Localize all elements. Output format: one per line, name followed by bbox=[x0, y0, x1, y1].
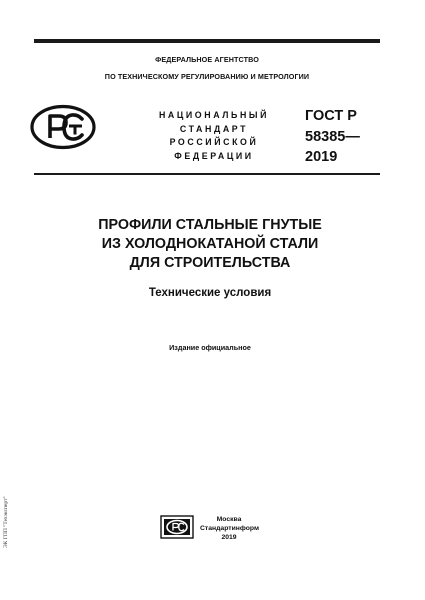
document-title-line: ИЗ ХОЛОДНОКАТАНОЙ СТАЛИ bbox=[101, 236, 319, 252]
standard-type bbox=[145, 109, 283, 163]
side-watermark: ЭК ГПП "Техэксперт" bbox=[3, 496, 9, 548]
standard-type-line: РОССИЙСКОЙ bbox=[169, 137, 259, 147]
document-title-line: ДЛЯ СТРОИТЕЛЬСТВА bbox=[129, 255, 291, 271]
standard-type-line: НАЦИОНАЛЬНЫЙ bbox=[158, 110, 270, 120]
standard-code bbox=[305, 106, 360, 168]
publisher-name: Стандартинформ bbox=[200, 525, 259, 532]
standard-type-line: СТАНДАРТ bbox=[179, 123, 249, 134]
agency-name-line1: ФЕДЕРАЛЬНОЕ АГЕНТСТВО bbox=[155, 55, 259, 64]
publisher-imprint bbox=[200, 515, 258, 542]
agency-name-line2: ПО ТЕХНИЧЕСКОМУ РЕГУЛИРОВАНИЮ И МЕТРОЛОГИИ bbox=[104, 72, 310, 81]
standartinform-logo-icon bbox=[160, 515, 194, 539]
top-rule bbox=[34, 39, 380, 43]
document-subtitle: Технические условия bbox=[148, 287, 272, 299]
edition-note: Издание официальное bbox=[169, 343, 251, 352]
gost-r-logo-icon bbox=[30, 104, 96, 150]
standard-code-line: 2019 bbox=[305, 149, 338, 165]
publisher-city: Москва bbox=[216, 516, 242, 523]
standard-code-line: ГОСТ Р bbox=[305, 108, 357, 124]
standard-type-line: ФЕДЕРАЦИИ bbox=[174, 150, 254, 161]
document-title bbox=[60, 216, 360, 273]
bottom-rule bbox=[34, 173, 380, 175]
publication-year: 2019 bbox=[221, 534, 237, 541]
document-title-line: ПРОФИЛИ СТАЛЬНЫЕ ГНУТЫЕ bbox=[98, 217, 322, 233]
standard-code-line: 58385— bbox=[305, 128, 360, 145]
